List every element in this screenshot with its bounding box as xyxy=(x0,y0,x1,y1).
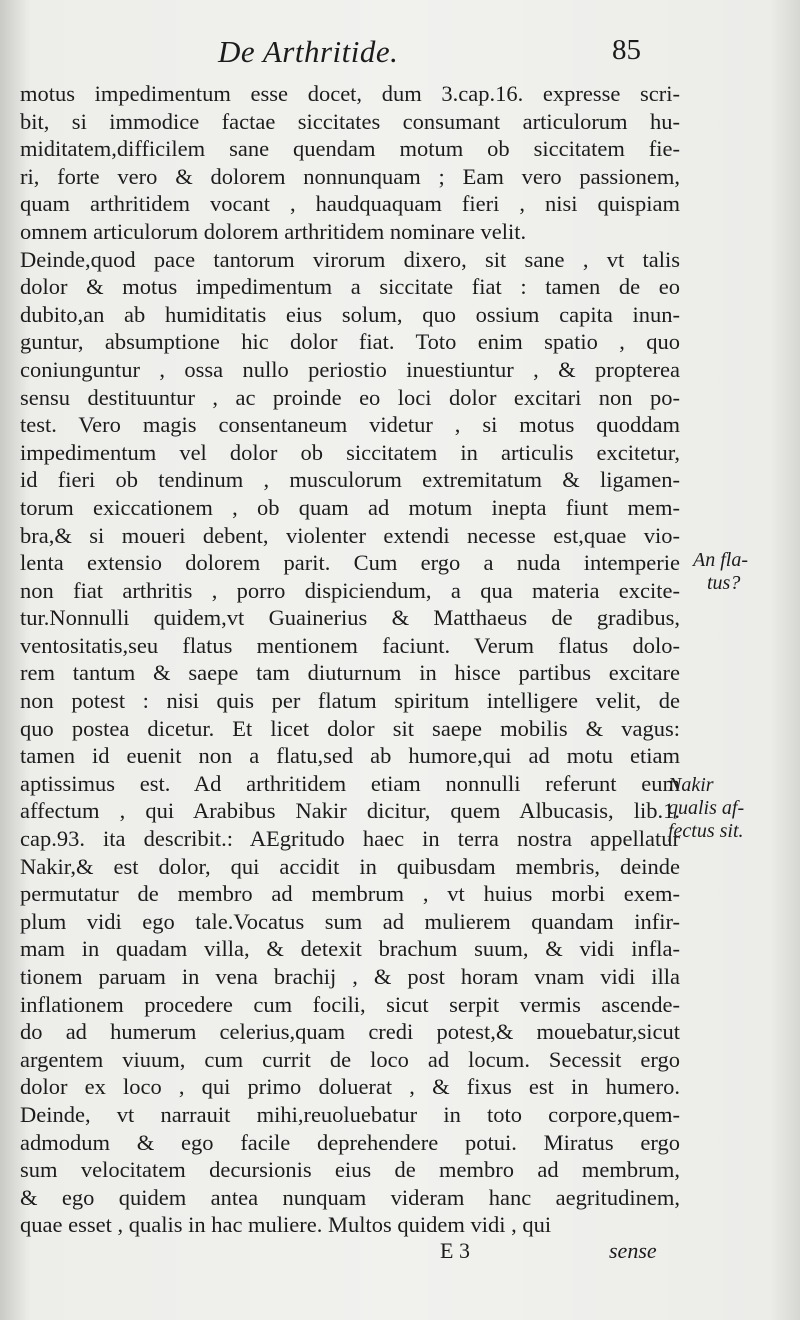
signature-mark: E 3 xyxy=(440,1238,470,1263)
text-line: dolor & motus impedimentum a siccitate fiat : tamen de eo xyxy=(20,274,680,300)
running-head xyxy=(0,34,800,74)
text-line: ventositatis,seu flatus mentionem faciunt. Verum flatus dolo- xyxy=(20,632,680,658)
text-line: non fiat arthritis , porro dispiciendum, a qua materia excite- xyxy=(20,577,680,603)
text-line: Deinde, vt narrauit mihi,reuoluebatur in toto corpore,quem- xyxy=(20,1101,680,1127)
text-line: impedimentum vel dolor ob siccitatem in articulis excitetur, xyxy=(20,439,680,465)
text-line: admodum & ego facile deprehendere potui. Miratus ergo xyxy=(20,1129,680,1155)
text-line: Deinde,quod pace tantorum virorum dixero, sit sane , vt talis xyxy=(20,246,680,272)
text-line: bit, si immodice factae siccitates consumant articulorum hu- xyxy=(20,108,680,134)
text-line: & ego quidem antea nunquam videram hanc aegritudinem, xyxy=(20,1184,680,1210)
text-line: tionem paruam in vena brachij , & post horam vnam vidi illa xyxy=(20,964,680,989)
text-line: sum velocitatem decursionis eius de membro ad membrum, xyxy=(20,1157,680,1183)
margin-note-line: tus? xyxy=(707,572,741,594)
margin-note-line: Nakir xyxy=(668,774,714,796)
catchword: sense xyxy=(609,1238,657,1263)
text-line: mam in quadam villa, & detexit brachum suum, & vidi infla- xyxy=(20,936,680,962)
text-line: inflationem procedere cum focili, sicut serpit vermis ascende- xyxy=(20,991,680,1017)
text-line: id fieri ob tendinum , musculorum extremitatum & ligamen- xyxy=(20,467,680,493)
text-line: lenta extensio dolorem parit. Cum ergo a nuda intemperie xyxy=(20,550,680,576)
text-line: quo postea dicetur. Et licet dolor sit saepe mobilis & vagus: xyxy=(20,715,680,741)
text-line: miditatem,difficilem sane quendam motum ob siccitatem fie- xyxy=(20,136,680,162)
text-line: coniunguntur , ossa nullo periostio inuestiuntur , & propterea xyxy=(20,356,680,382)
text-line: guntur, absumptione hic dolor fiat. Toto enim spatio , quo xyxy=(20,329,680,355)
page-number: 85 xyxy=(612,34,641,66)
text-line: dolor ex loco , qui primo doluerat , & fixus est in humero. xyxy=(20,1074,680,1100)
text-line: Nakir,& est dolor, qui accidit in quibusdam membris, deinde xyxy=(20,853,680,879)
text-line: rem tantum & saepe tam diuturnum in hisce partibus excitare xyxy=(20,660,680,686)
text-line: cap.93. ita describit.: AEgritudo haec in terra nostra appellatur xyxy=(20,826,680,852)
margin-note-line: fectus sit. xyxy=(668,820,744,842)
margin-note-an-flatus xyxy=(693,549,748,595)
text-line: torum exiccationem , ob quam ad motum inepta fiunt mem- xyxy=(20,494,680,520)
text-line: quam arthritidem vocant , haudquaquam fieri , nisi quispiam xyxy=(20,191,680,217)
margin-note-line: qualis af- xyxy=(668,797,745,819)
margin-note-line: An fla- xyxy=(693,549,748,571)
text-line: quae esset , qualis in hac muliere. Multos quidem vidi , qui xyxy=(20,1212,552,1238)
text-line: non potest : nisi quis per flatum spiritum intelligere velit, de xyxy=(20,688,680,714)
text-line: test. Vero magis consentaneum videtur , si motus quoddam xyxy=(20,412,680,438)
text-line: ri, forte vero & dolorem nonnunquam ; Eam vero passionem, xyxy=(20,163,680,189)
catchline xyxy=(0,1238,800,1268)
text-line: plum vidi ego tale.Vocatus sum ad mulierem quandam infir- xyxy=(20,908,680,934)
text-line: sensu destituuntur , ac proinde eo loci dolor excitari non po- xyxy=(20,384,680,410)
text-line: tur.Nonnulli quidem,vt Guainerius & Matthaeus de gradibus, xyxy=(20,605,680,631)
text-line: tamen id euenit non a flatu,sed ab humore,qui ad motu etiam xyxy=(20,743,680,769)
margin-note-nakir xyxy=(668,774,744,843)
text-line: omnem articulorum dolorem arthritidem nominare velit. xyxy=(20,218,527,244)
body-text xyxy=(20,80,680,1239)
text-line: permutatur de membro ad membrum , vt huius morbi exem- xyxy=(20,881,680,907)
text-line: dubito,an ab humiditatis eius solum, quo ossium capita inun- xyxy=(20,301,680,327)
running-title: De Arthritide. xyxy=(218,34,399,69)
text-line: motus impedimentum esse docet, dum 3.cap.16. expresse scri- xyxy=(20,81,680,106)
text-line: affectum , qui Arabibus Nakir dicitur, quem Albucasis, lib.1. xyxy=(20,798,680,824)
text-line: argentem viuum, cum currit de loco ad locum. Secessit ergo xyxy=(20,1046,680,1072)
text-line: bra,& si moueri debent, violenter extendi necesse est,quae vio- xyxy=(20,522,680,548)
text-line: do ad humerum celerius,quam credi potest,& mouebatur,sicut xyxy=(20,1019,680,1045)
text-line: aptissimus est. Ad arthritidem etiam nonnulli referunt eum xyxy=(20,770,680,796)
